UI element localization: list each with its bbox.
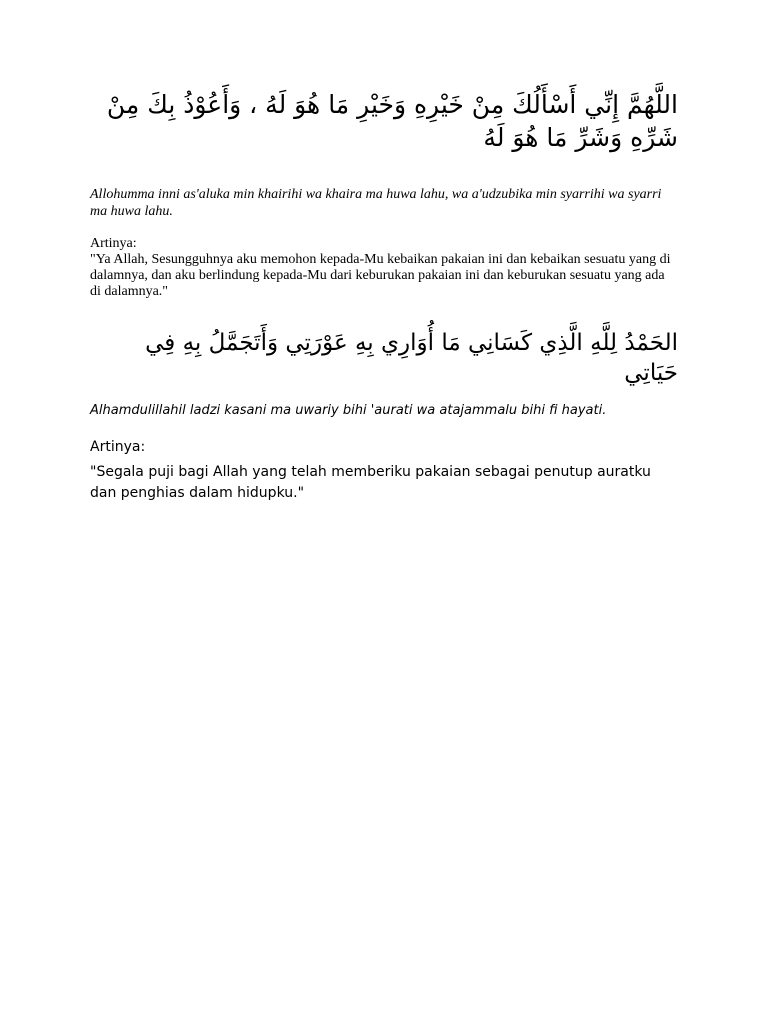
prayer-2-meaning-text: "Segala puji bagi Allah yang telah memberiku pakaian sebagai penutup auratku dan penghias dalam hidupku." xyxy=(90,464,651,501)
prayer-2-meaning-block xyxy=(90,437,678,504)
prayer-1-meaning-label: Artinya: xyxy=(90,236,137,251)
prayer-1-transliteration: Allohumma inni as'aluka min khairihi wa khaira ma huwa lahu, wa a'udzubika min syarrihi wa syarri ma huwa lahu. xyxy=(90,187,662,219)
prayer-gratitude-for-clothes xyxy=(90,328,678,504)
prayer-2-transliteration: Alhamdulillahil ladzi kasani ma uwariy bihi 'aurati wa atajammalu bihi fi hayati. xyxy=(90,403,607,418)
prayer-1-meaning-text: "Ya Allah, Sesungguhnya aku memohon kepada-Mu kebaikan pakaian ini dan kebaikan sesuatu yang di dalamnya, dan aku berlindung kepada-Mu dari keburukan pakaian ini dan keburukan sesuatu yang ada di dalamnya." xyxy=(90,252,671,299)
prayer-2-arabic-text: الحَمْدُ لِلَّهِ الَّذِي كَسَانِي مَا أُوَارِي بِهِ عَوْرَتِي وَأَتَجَمَّلُ بِهِ فِي حَيَاتِي xyxy=(145,330,678,386)
prayer-2-meaning-label: Artinya: xyxy=(90,439,146,455)
prayer-1-arabic-text: اللَّهُمَّ إِنِّي أَسْأَلُكَ مِنْ خَيْرِهِ وَخَيْرِ مَا هُوَ لَهُ ، وَأَعُوْذُ بِكَ مِنْ شَرِّهِ وَشَرِّ مَا هُوَ لَهُ xyxy=(106,90,678,152)
prayer-1-meaning-block xyxy=(90,236,678,300)
document-page xyxy=(90,88,678,504)
prayer-wearing-clothes xyxy=(90,88,678,300)
